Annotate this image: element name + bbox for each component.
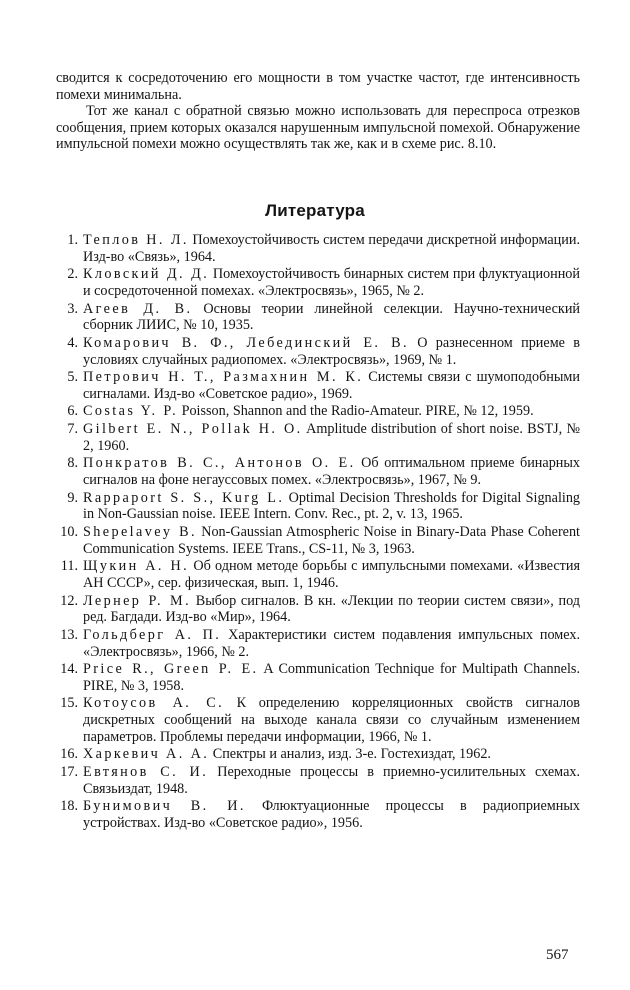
reference-item: [56, 695, 580, 745]
reference-number: 13.: [60, 626, 78, 643]
reference-text: Non-Gaussian Atmospheric Noise in Binary-Data Phase Coherent Communication Systems. IEEE Trans., CS-11, № 3, 1963.: [83, 523, 581, 557]
reference-number: 12.: [60, 592, 78, 609]
reference-text: Характеристики систем подавления импульсных помех. «Электросвязь», 1966, № 2.: [83, 626, 580, 660]
reference-item: [56, 403, 580, 420]
reference-text: Спектры и анализ, изд. 3-е. Гостехиздат, 1962.: [212, 746, 491, 763]
reference-text: О разнесенном приеме в условиях случайных радиопомех. «Электросвязь», 1969, № 1.: [83, 334, 580, 368]
reference-item: [56, 558, 580, 591]
reference-number: 9.: [67, 489, 78, 506]
reference-authors: Комарович В. Ф., Лебединский Е. В.: [83, 334, 409, 351]
reference-text: Помехоустойчивость систем передачи дискретной информации. Изд-во «Связь», 1964.: [83, 232, 581, 265]
reference-authors: Лернер Р. М.: [83, 592, 192, 609]
reference-item: [56, 301, 580, 334]
reference-authors: Агеев Д. В.: [83, 300, 193, 317]
reference-authors: Евтянов С. И.: [83, 764, 209, 781]
reference-authors: Rappaport S. S., Kurg L.: [83, 489, 285, 506]
reference-text: К определению корреляционных свойств сигналов дискретных сообщений на выходе канала связи со случайным изменением параметров. Проблемы передачи информации, 1966, № 1.: [83, 695, 580, 745]
reference-number: 15.: [60, 695, 78, 712]
reference-item: [56, 455, 580, 488]
reference-number: 8.: [67, 455, 78, 472]
reference-number: 18.: [60, 798, 78, 815]
reference-item: [56, 627, 580, 660]
reference-text: Amplitude distribution of short noise. BSTJ, № 2, 1960.: [83, 421, 580, 454]
reference-number: 7.: [67, 421, 78, 438]
reference-item: [56, 798, 580, 831]
reference-authors: Понкратов В. С., Антонов О. Е.: [83, 455, 356, 472]
reference-authors: Бунимович В. И.: [83, 798, 246, 815]
reference-text: Помехоустойчивость бинарных систем при флуктуационной и сосредоточенной помехах. «Электросвязь», 1965, № 2.: [83, 266, 580, 299]
reference-text: Переходные процессы в приемно-усилительных схемах. Связьиздат, 1948.: [83, 764, 581, 797]
reference-item: [56, 421, 580, 454]
reference-authors: Петрович Н. Т., Размахнин М. К.: [83, 369, 364, 386]
reference-number: 1.: [67, 232, 78, 248]
reference-text: Основы теории линейной селекции. Научно-технический сборник ЛИИС, № 10, 1935.: [83, 300, 581, 334]
reference-number: 3.: [67, 300, 78, 317]
reference-authors: Гольдберг А. П.: [83, 626, 222, 643]
reference-text: Об одном методе борьбы с импульсными помехами. «Известия АН СССР», сер. физическая, вып. 1, 1946.: [83, 558, 580, 591]
paragraph-feedback-channel: Тот же канал с обратной связью можно использовать для переспроса отрезков сообщения, прием которых оказался нарушенным импульсной помехой. Обнаружение импульсной помехи можно осуществлять так же, как и в схеме рис. 8.10.: [56, 103, 580, 153]
reference-text: A Communication Technique for Multipath Channels. PIRE, № 3, 1958.: [83, 661, 580, 694]
reference-number: 4.: [67, 334, 78, 351]
reference-text: Об оптимальном приеме бинарных сигналов на фоне негауссовых помех. «Электросвязь», 1967, № 9.: [83, 455, 581, 489]
reference-authors: Харкевич А. А.: [83, 746, 210, 763]
reference-authors: Gilbert E. N., Pollak H. O.: [83, 421, 303, 438]
reference-item: [56, 661, 580, 694]
reference-number: 5.: [67, 369, 78, 386]
section-heading: Литература: [265, 201, 365, 220]
reference-authors: Котоусов А. С.: [83, 695, 225, 712]
reference-item: [56, 746, 580, 763]
reference-number: 14.: [60, 661, 78, 678]
reference-item: [56, 593, 580, 626]
reference-authors: Кловский Д. Д.: [83, 266, 210, 283]
reference-authors: Price R., Green P. E.: [83, 661, 259, 678]
reference-item: [56, 232, 580, 265]
reference-item: [56, 490, 580, 523]
reference-authors: Costas Y. P.: [83, 403, 179, 420]
reference-authors: Shepelavey B.: [83, 523, 197, 540]
reference-number: 11.: [60, 558, 78, 575]
reference-number: 6.: [67, 403, 78, 420]
reference-text: Флюктуационные процессы в радиоприемных устройствах. Изд-во «Советское радио», 1956.: [83, 798, 580, 832]
reference-text: Poisson, Shannon and the Radio-Amateur. PIRE, № 12, 1959.: [181, 403, 534, 420]
page-number: 567: [546, 947, 569, 963]
reference-item: [56, 266, 580, 299]
reference-item: [56, 335, 580, 368]
reference-item: [56, 764, 580, 797]
paragraph-continuation: сводится к сосредоточению его мощности в том участке частот, где интенсивность помехи минимальна.: [56, 70, 580, 103]
reference-text: Optimal Decision Thresholds for Digital Signaling in Non-Gaussian noise. IEEE Intern. Conv. Rec., pt. 2, v. 13, 1965.: [83, 489, 581, 523]
reference-text: Выбор сигналов. В кн. «Лекции по теории систем связи», под ред. Багдади. Изд-во «Мир», 1964.: [83, 592, 581, 626]
reference-item: [56, 524, 580, 557]
reference-item: [56, 369, 580, 402]
reference-authors: Щукин А. Н.: [83, 558, 190, 575]
reference-number: 2.: [67, 266, 78, 283]
reference-text: Системы связи с шумоподобными сигналами. Изд-во «Советское радио», 1969.: [83, 369, 581, 402]
reference-number: 17.: [60, 764, 78, 781]
body-text: [56, 70, 580, 153]
reference-number: 16.: [60, 746, 78, 763]
reference-number: 10.: [60, 523, 78, 540]
reference-authors: Теплов Н. Л.: [83, 232, 189, 248]
reference-list: [56, 232, 580, 833]
